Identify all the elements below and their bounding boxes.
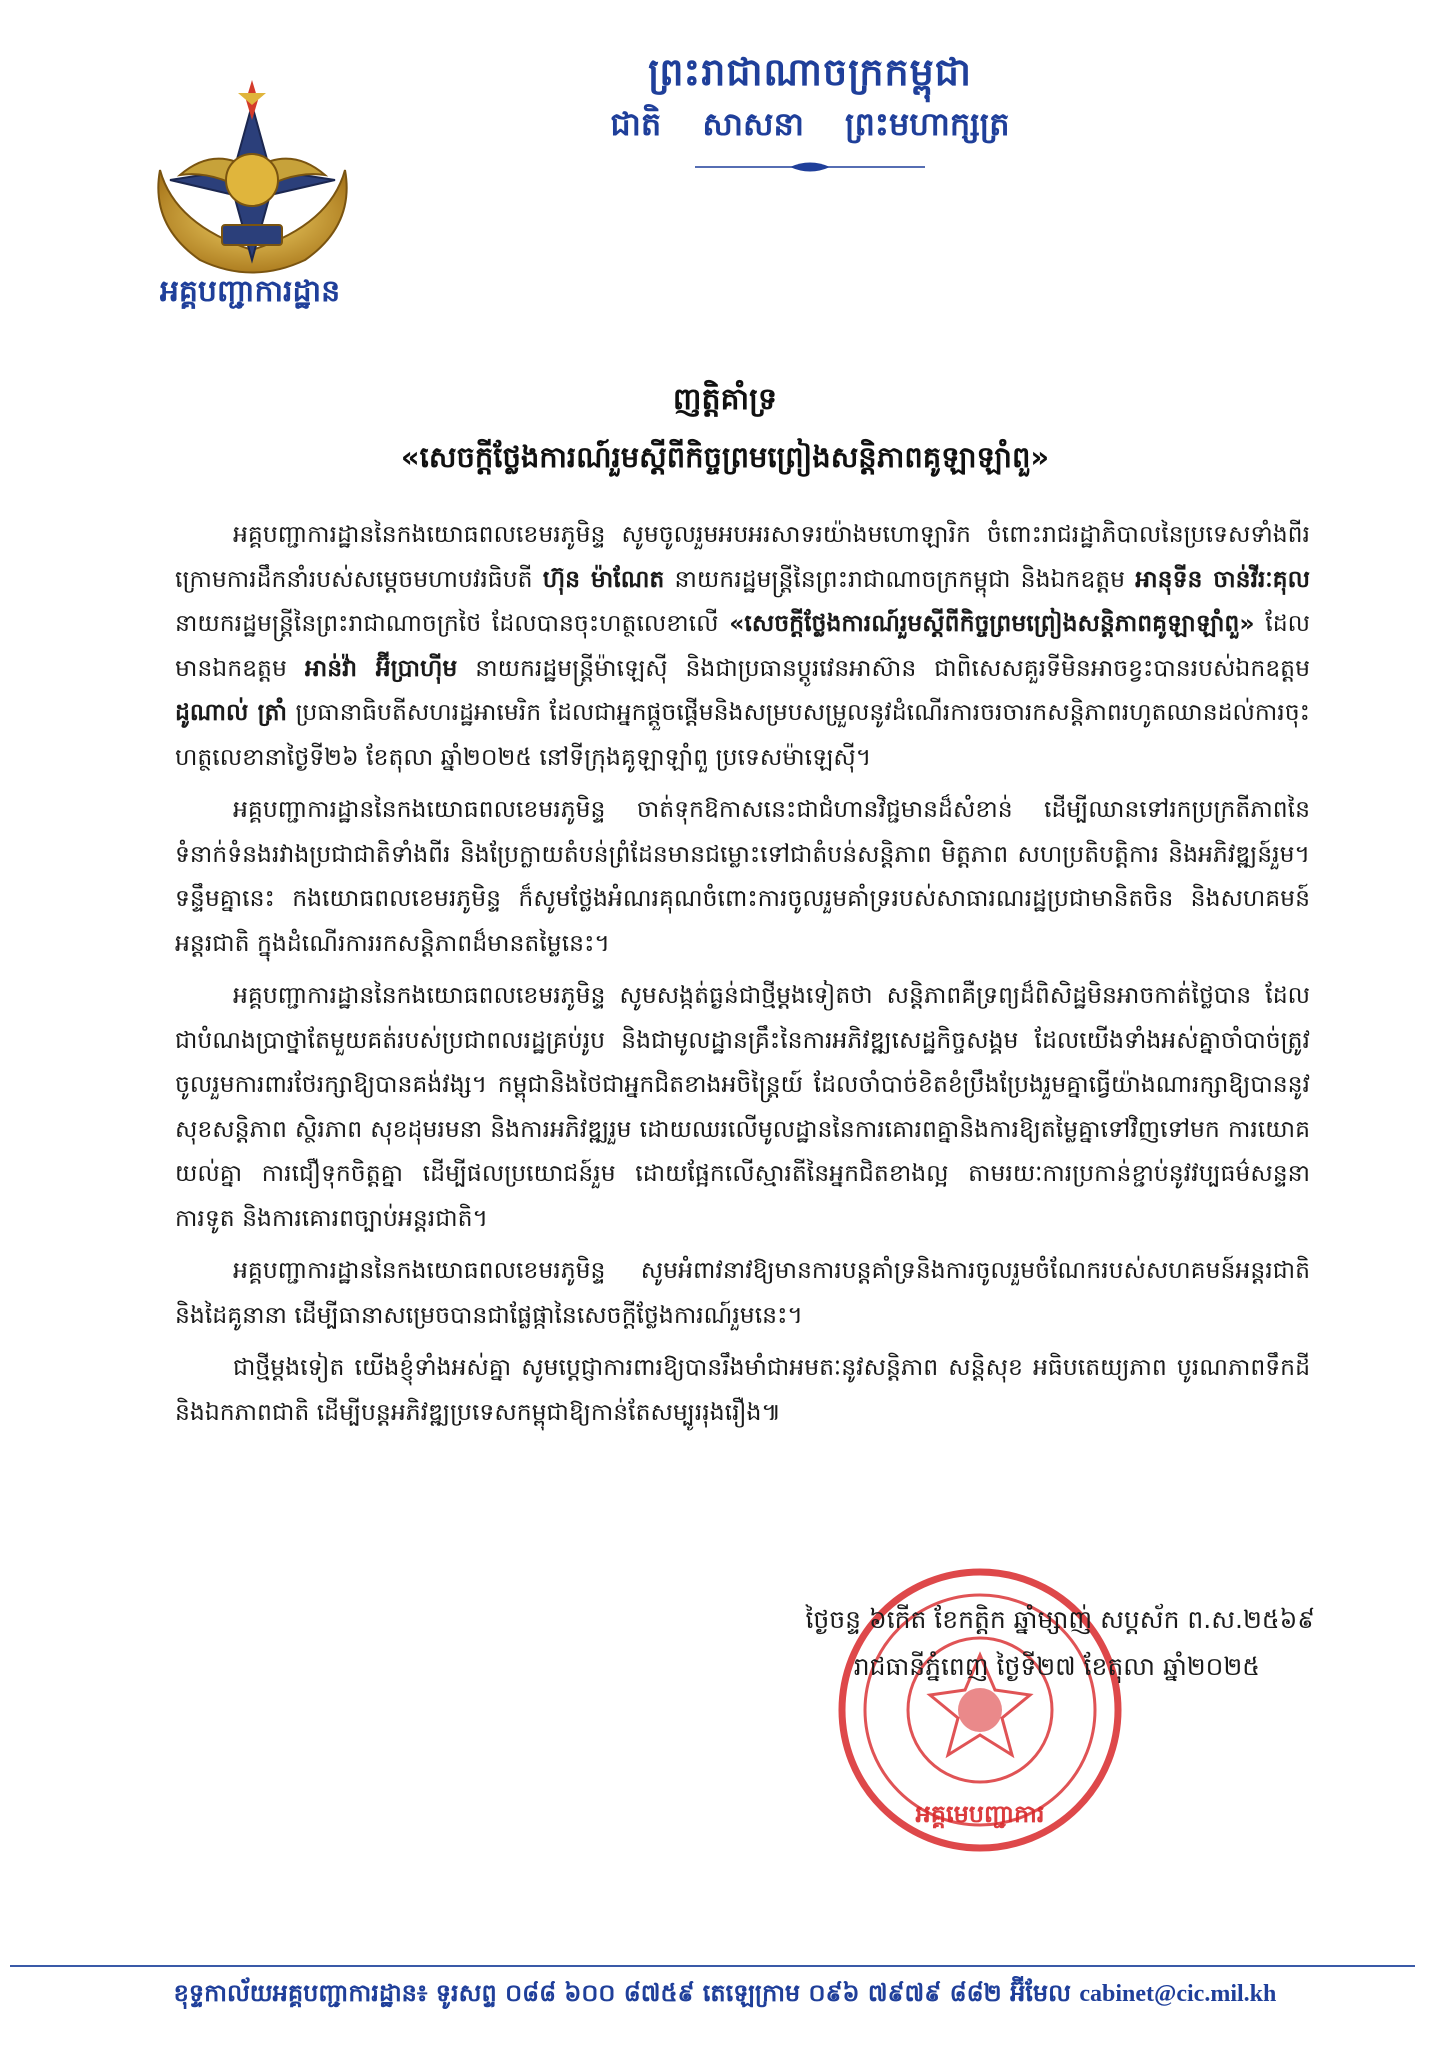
name-anutin: អានុទីន ចាន់វីរៈគុល <box>1135 564 1310 593</box>
national-motto: ជាតិ សាសនា ព្រះមហាក្សត្រ <box>610 105 1010 143</box>
agreement-name: «សេចក្តីថ្លែងការណ៍រួមស្តីពីកិច្ចព្រមព្រៀងសន្តិភាពគូឡាឡាំពួ» <box>729 609 1255 637</box>
footer-email[interactable]: cabinet@cic.mil.kh <box>1079 1981 1277 2007</box>
seal-caption: អគ្គមេបញ្ជាការ <box>915 1800 1045 1828</box>
army-emblem-icon <box>140 75 365 280</box>
paragraph-1-text-f: ប្រធានាធិបតីសហរដ្ឋអាមេរិក ដែលជាអ្នកផ្តួចផ្តើមនិងសម្របសម្រួលនូវដំណើរការចរចារកសន្តិភាពរហូតឈានដល់ការចុះហត្ថលេខានាថ្ងៃទី២៦ ខែតុលា ឆ្នាំ២០២៥ នៅទីក្រុងគូឡាឡាំពួ ប្រទេសម៉ាឡេស៊ី។ <box>175 698 1310 771</box>
document-body <box>175 512 1310 1442</box>
paragraph-3: អគ្គបញ្ជាការដ្ឋាននៃកងយោធពលខេមរភូមិន្ទ សូមសង្កត់ធ្ងន់ជាថ្មីម្តងទៀតថា សន្តិភាពគឺទ្រព្យដ៏ពិសិដ្ឋមិនអាចកាត់ថ្លៃបាន ដែលជាបំណងប្រាថ្នាតែមួយគត់របស់ប្រជាពលរដ្ឋគ្រប់រូប និងជាមូលដ្ឋានគ្រឹះនៃការអភិវឌ្ឍសេដ្ឋកិច្ចសង្គម ដែលយើងទាំងអស់គ្នាចាំបាច់ត្រូវចូលរួមការពារថែរក្សាឱ្យបានគង់វង្ស។ កម្ពុជានិងថៃជាអ្នកជិតខាងអចិន្ត្រៃយ៍ ដែលចាំបាច់ខិតខំប្រឹងប្រែងរួមគ្នាធ្វើយ៉ាងណារក្សាឱ្យបាននូវសុខសន្តិភាព ស្ថិរភាព សុខដុមរមនា និងការអភិវឌ្ឍរួម ដោយឈរលើមូលដ្ឋាននៃការគោរពគ្នានិងការឱ្យតម្លៃគ្នាទៅវិញទៅមក ការយោគយល់គ្នា ការជឿទុកចិត្តគ្នា ដើម្បីផលប្រយោជន៍រួម ដោយផ្អែកលើស្មារតីនៃអ្នកជិតខាងល្អ តាមរយៈការប្រកាន់ខ្ជាប់នូវវប្បធម៌សន្ទនាការទូត និងការគោរពច្បាប់អន្តរជាតិ។ <box>175 981 1310 1232</box>
agency-name: អគ្គបញ្ជាការដ្ឋាន <box>159 274 341 309</box>
paragraph-1-text-e: នាយករដ្ឋមន្ត្រីម៉ាឡេស៊ី និងជាប្រធានប្តូរវេនអាស៊ាន ជាពិសេសគួរទីមិនអាចខ្វះបានរបស់ឯកឧត្តម <box>475 653 1310 682</box>
name-hun-manet: ហ៊ុន ម៉ាណែត <box>542 564 665 593</box>
paragraph-1-text-c: នាយករដ្ឋមន្ត្រីនៃព្រះរាជាណាចក្រថៃ ដែលបានចុះហត្ថលេខាលើ <box>175 609 719 637</box>
kingdom-heading: ព្រះរាជាណាចក្រកម្ពុជា <box>648 50 972 94</box>
document-title: ញត្តិគាំទ្រ <box>672 382 778 417</box>
footer-divider <box>10 1965 1415 1967</box>
paragraph-4: អគ្គបញ្ជាការដ្ឋាននៃកងយោធពលខេមរភូមិន្ទ សូមអំពាវនាវឱ្យមានការបន្តគាំទ្រនិងការចូលរួមចំណែករបស់សហគមន៍អន្តរជាតិ និងដៃគូនានា ដើម្បីធានាសម្រេចបានជាផ្លែផ្កានៃសេចក្តីថ្លែងការណ៍រួមនេះ។ <box>175 1256 1310 1329</box>
solar-date: រាជធានីភ្នំពេញ ថ្ងៃទី២៧ ខែតុលា ឆ្នាំ២០២៥ <box>853 1652 1260 1681</box>
lunar-date: ថ្ងៃចន្ទ ៦កើត ខែកត្តិក ឆ្នាំម្សាញ់ សប្តស័ក ព.ស.២៥៦៩ <box>805 1605 1315 1634</box>
paragraph-1-text-d: ដែលមានឯកឧត្តម <box>175 609 1310 682</box>
document-subtitle: «សេចក្តីថ្លែងការណ៍រួមស្តីពីកិច្ចព្រមព្រៀងសន្តិភាពគូឡាឡាំពួ» <box>400 440 1050 474</box>
paragraph-2: អគ្គបញ្ជាការដ្ឋាននៃកងយោធពលខេមរភូមិន្ទ ចាត់ទុកឱកាសនេះជាជំហានវិជ្ជមានដ៏សំខាន់ ដើម្បីឈានទៅរកប្រក្រតីភាពនៃទំនាក់ទំនងរវាងប្រជាជាតិទាំងពីរ និងប្រែក្លាយតំបន់ព្រំដែនមានជម្លោះទៅជាតំបន់សន្តិភាព មិត្តភាព សហប្រតិបត្តិការ និងអភិវឌ្ឍន៍រួម។ ទន្ទឹមគ្នានេះ កងយោធពលខេមរភូមិន្ទ ក៏សូមថ្លែងអំណរគុណចំពោះការចូលរួមគាំទ្ររបស់សាធារណរដ្ឋប្រជាមានិតចិន និងសហគមន៍អន្តរជាតិ ក្នុងដំណើរការរកសន្តិភាពដ៏មានតម្លៃនេះ។ <box>175 795 1310 957</box>
footer-contact <box>0 1978 1450 2013</box>
name-donald-trump: ដូណាល់ ត្រាំ <box>175 698 287 726</box>
footer-contact-text: ខុទ្ទកាល័យអគ្គបញ្ជាការដ្ឋាន៖ ទូរសព្ទ ០៨៨ ៦០០ ៨៧៥៩ តេឡេក្រាម ០៩៦ ៧៩៧៩ ៨៨២ អ៊ីមែល <box>173 1979 1072 2007</box>
paragraph-1-text-b: នាយករដ្ឋមន្ត្រីនៃព្រះរាជាណាចក្រកម្ពុជា និងឯកឧត្តម <box>674 564 1126 593</box>
paragraph-5: ជាថ្មីម្តងទៀត យើងខ្ញុំទាំងអស់គ្នា សូមប្តេជ្ញាការពារឱ្យបានរឹងមាំជាអមតៈនូវសន្តិភាព សន្តិសុខ អធិបតេយ្យភាព បូរណភាពទឹកដី និងឯកភាពជាតិ ដើម្បីបន្តអភិវឌ្ឍប្រទេសកម្ពុជាឱ្យកាន់តែសម្បូររុងរឿង៕ <box>175 1353 1310 1426</box>
name-anwar-ibrahim: អាន់វ៉ា អ៊ីប្រាហ៊ីម <box>304 653 458 682</box>
paragraph-1-text-a: អគ្គបញ្ជាការដ្ឋាននៃកងយោធពលខេមរភូមិន្ទ សូមចូលរួមអបអរសាទរយ៉ាងមហោឡារិក ចំពោះរាជរដ្ឋាភិបាលនៃប្រទេសទាំងពីរ ក្រោមការដឹកនាំរបស់សម្តេចមហាបវរធិបតី <box>175 520 1310 593</box>
ornament-divider-icon <box>695 160 925 174</box>
paragraph-1 <box>175 512 1310 779</box>
